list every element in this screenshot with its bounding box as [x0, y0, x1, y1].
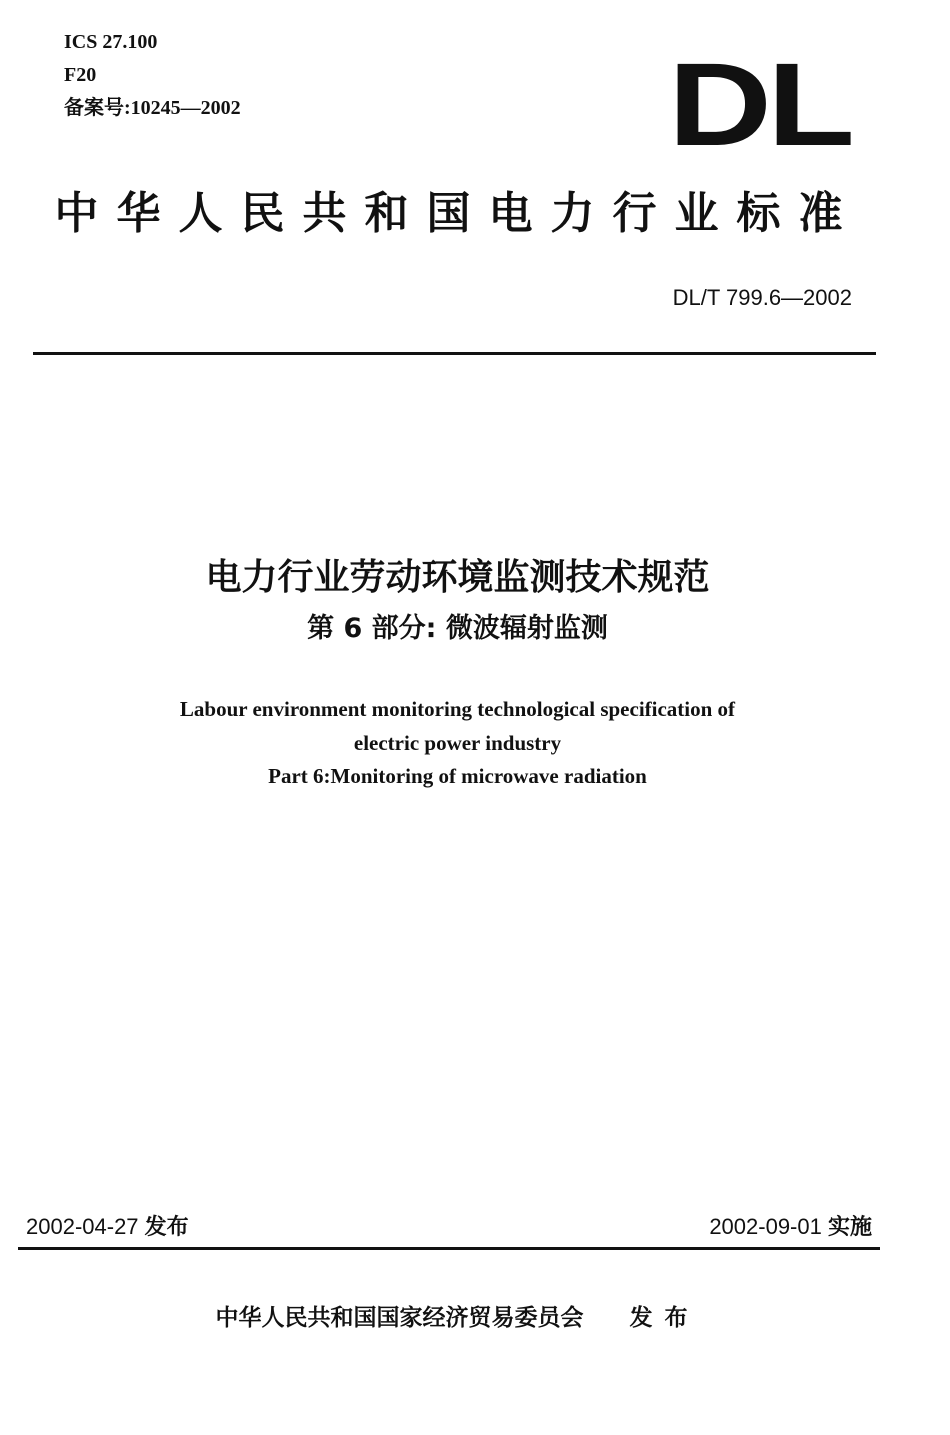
classification-code: F20	[64, 64, 97, 86]
document-title-en-line: Part 6:Monitoring of microwave radiation	[268, 764, 647, 788]
issuer-line	[0, 1302, 915, 1334]
implementation-label: 实施	[827, 1215, 872, 1240]
dl-logo: DL	[668, 39, 851, 171]
standard-number: DL/T 799.6—2002	[672, 285, 852, 310]
document-title-en-line: electric power industry	[353, 731, 562, 755]
document-title-cn: 电力行业劳动环境监测技术规范	[205, 557, 710, 598]
header-divider	[33, 352, 876, 355]
implementation-date: 2002-09-01	[709, 1214, 822, 1239]
footer-divider	[18, 1247, 880, 1250]
record-number: 备案号:10245—2002	[64, 97, 241, 119]
issuer-name: 中华人民共和国国家经济贸易委员会	[215, 1305, 584, 1331]
document-subtitle-cn: 第 6 部分: 微波辐射监测	[307, 613, 608, 644]
issue-date: 2002-04-27	[26, 1214, 139, 1239]
implementation-date-block	[709, 1212, 872, 1243]
standard-category-title: 中华人民共和国电力行业标准	[54, 188, 861, 239]
issue-date-block	[26, 1212, 189, 1243]
issue-label: 发布	[144, 1215, 189, 1240]
document-title-en-line: Labour environment monitoring technological specification of	[179, 697, 736, 721]
ics-code: ICS 27.100	[64, 31, 158, 53]
issuer-action: 发布	[629, 1305, 700, 1331]
